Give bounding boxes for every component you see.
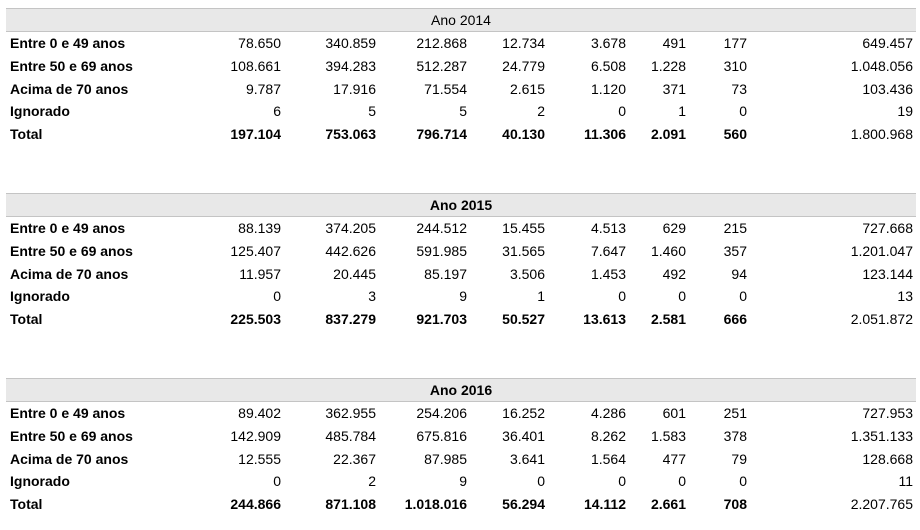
table-row bbox=[6, 285, 916, 308]
cell-value: 601 bbox=[662, 405, 686, 421]
cell-value: 1.228 bbox=[650, 57, 686, 74]
cell-value: 20.445 bbox=[333, 265, 376, 282]
cell-value: 251 bbox=[723, 405, 747, 421]
cell-value: 2.615 bbox=[509, 80, 545, 97]
cell-value: 0 bbox=[618, 473, 626, 490]
cell-value: 12.734 bbox=[502, 35, 545, 51]
cell-value: 3.641 bbox=[509, 450, 545, 467]
cell-value: 15.455 bbox=[502, 220, 545, 236]
section-title: Ano 2014 bbox=[6, 8, 916, 32]
row-label: Total bbox=[10, 311, 43, 328]
row-label: Acima de 70 anos bbox=[10, 80, 129, 97]
cell-value: 50.527 bbox=[502, 311, 545, 328]
cell-value: 31.565 bbox=[502, 242, 545, 259]
cell-value: 1 bbox=[678, 103, 686, 120]
row-label: Ignorado bbox=[10, 288, 70, 305]
cell-value: 0 bbox=[273, 473, 281, 490]
total-row bbox=[6, 123, 916, 146]
cell-value: 0 bbox=[273, 288, 281, 305]
cell-value: 8.262 bbox=[590, 427, 626, 444]
cell-value: 675.816 bbox=[416, 427, 467, 444]
cell-value: 244.512 bbox=[416, 220, 467, 236]
cell-value: 649.457 bbox=[862, 35, 913, 51]
section-1 bbox=[6, 8, 916, 146]
cell-value: 485.784 bbox=[325, 427, 376, 444]
cell-value: 128.668 bbox=[862, 450, 913, 467]
cell-value: 1.018.016 bbox=[404, 496, 467, 513]
cell-value: 2.661 bbox=[650, 496, 686, 513]
cell-value: 1.583 bbox=[650, 427, 686, 444]
cell-value: 14.112 bbox=[583, 496, 626, 513]
cell-value: 727.668 bbox=[862, 220, 913, 236]
table-row bbox=[6, 425, 916, 448]
cell-value: 512.287 bbox=[416, 57, 467, 74]
cell-value: 89.402 bbox=[238, 405, 281, 421]
table-row bbox=[6, 55, 916, 78]
row-label: Ignorado bbox=[10, 473, 70, 490]
cell-value: 3.678 bbox=[590, 35, 626, 51]
cell-value: 3.506 bbox=[509, 265, 545, 282]
row-label: Acima de 70 anos bbox=[10, 265, 129, 282]
cell-value: 492 bbox=[662, 265, 686, 282]
table-row bbox=[6, 32, 916, 55]
cell-value: 3 bbox=[368, 288, 376, 305]
table-row bbox=[6, 78, 916, 101]
cell-value: 4.513 bbox=[590, 220, 626, 236]
cell-value: 9.787 bbox=[245, 80, 281, 97]
cell-value: 24.779 bbox=[502, 57, 545, 74]
cell-value: 197.104 bbox=[230, 126, 281, 143]
row-label: Entre 0 e 49 anos bbox=[10, 405, 126, 421]
cell-value: 1.460 bbox=[650, 242, 686, 259]
cell-value: 666 bbox=[723, 311, 747, 328]
cell-value: 12.555 bbox=[238, 450, 281, 467]
cell-value: 254.206 bbox=[416, 405, 467, 421]
cell-value: 753.063 bbox=[325, 126, 376, 143]
cell-value: 1.120 bbox=[590, 80, 626, 97]
cell-value: 0 bbox=[537, 473, 545, 490]
cell-value: 103.436 bbox=[862, 80, 913, 97]
cell-value: 88.139 bbox=[238, 220, 281, 236]
cell-value: 2.051.872 bbox=[850, 311, 913, 328]
table-row bbox=[6, 402, 916, 425]
cell-value: 371 bbox=[662, 80, 686, 97]
table-row bbox=[6, 240, 916, 263]
cell-value: 1.564 bbox=[590, 450, 626, 467]
cell-value: 6 bbox=[273, 103, 281, 120]
row-label: Entre 50 e 69 anos bbox=[10, 427, 133, 444]
table-row bbox=[6, 448, 916, 471]
cell-value: 87.985 bbox=[424, 450, 467, 467]
cell-value: 0 bbox=[678, 473, 686, 490]
cell-value: 56.294 bbox=[502, 496, 545, 513]
cell-value: 123.144 bbox=[862, 265, 913, 282]
cell-value: 0 bbox=[739, 288, 747, 305]
row-label: Total bbox=[10, 496, 43, 513]
cell-value: 125.407 bbox=[230, 242, 281, 259]
cell-value: 5 bbox=[368, 103, 376, 120]
row-label: Entre 0 e 49 anos bbox=[10, 35, 126, 51]
cell-value: 796.714 bbox=[416, 126, 467, 143]
section-3 bbox=[6, 378, 916, 516]
cell-value: 727.953 bbox=[862, 405, 913, 421]
cell-value: 0 bbox=[739, 473, 747, 490]
row-label: Total bbox=[10, 126, 43, 143]
cell-value: 1.048.056 bbox=[850, 57, 913, 74]
cell-value: 22.367 bbox=[333, 450, 376, 467]
cell-value: 19 bbox=[897, 103, 913, 120]
table-row bbox=[6, 100, 916, 123]
cell-value: 2 bbox=[368, 473, 376, 490]
cell-value: 837.279 bbox=[325, 311, 376, 328]
cell-value: 0 bbox=[739, 103, 747, 120]
cell-value: 9 bbox=[459, 473, 467, 490]
cell-value: 310 bbox=[723, 57, 747, 74]
cell-value: 71.554 bbox=[424, 80, 467, 97]
cell-value: 477 bbox=[662, 450, 686, 467]
cell-value: 177 bbox=[723, 35, 747, 51]
cell-value: 357 bbox=[723, 242, 747, 259]
cell-value: 6.508 bbox=[590, 57, 626, 74]
cell-value: 1.800.968 bbox=[850, 126, 913, 143]
cell-value: 244.866 bbox=[230, 496, 281, 513]
cell-value: 871.108 bbox=[325, 496, 376, 513]
section-title: Ano 2016 bbox=[6, 378, 916, 402]
cell-value: 1.351.133 bbox=[850, 427, 913, 444]
cell-value: 215 bbox=[723, 220, 747, 236]
cell-value: 9 bbox=[459, 288, 467, 305]
cell-value: 0 bbox=[618, 288, 626, 305]
cell-value: 36.401 bbox=[502, 427, 545, 444]
table-row bbox=[6, 263, 916, 286]
cell-value: 5 bbox=[459, 103, 467, 120]
cell-value: 7.647 bbox=[590, 242, 626, 259]
cell-value: 11.306 bbox=[583, 126, 626, 143]
cell-value: 78.650 bbox=[238, 35, 281, 51]
cell-value: 13 bbox=[897, 288, 913, 305]
section-2 bbox=[6, 193, 916, 331]
table-row bbox=[6, 470, 916, 493]
cell-value: 442.626 bbox=[325, 242, 376, 259]
cell-value: 921.703 bbox=[416, 311, 467, 328]
cell-value: 40.130 bbox=[502, 126, 545, 143]
cell-value: 108.661 bbox=[230, 57, 281, 74]
cell-value: 11 bbox=[898, 473, 913, 490]
cell-value: 1.453 bbox=[590, 265, 626, 282]
cell-value: 708 bbox=[723, 496, 747, 513]
total-row bbox=[6, 493, 916, 516]
section-title: Ano 2015 bbox=[6, 193, 916, 217]
cell-value: 629 bbox=[662, 220, 686, 236]
cell-value: 0 bbox=[678, 288, 686, 305]
cell-value: 560 bbox=[723, 126, 747, 143]
row-label: Entre 50 e 69 anos bbox=[10, 242, 133, 259]
row-label: Acima de 70 anos bbox=[10, 450, 129, 467]
cell-value: 11.957 bbox=[239, 265, 281, 282]
cell-value: 2 bbox=[537, 103, 545, 120]
cell-value: 13.613 bbox=[583, 311, 626, 328]
cell-value: 591.985 bbox=[416, 242, 467, 259]
cell-value: 16.252 bbox=[502, 405, 545, 421]
cell-value: 79 bbox=[731, 450, 747, 467]
cell-value: 212.868 bbox=[416, 35, 467, 51]
cell-value: 1 bbox=[537, 288, 545, 305]
row-label: Entre 50 e 69 anos bbox=[10, 57, 133, 74]
cell-value: 491 bbox=[662, 35, 686, 51]
cell-value: 2.581 bbox=[650, 311, 686, 328]
cell-value: 394.283 bbox=[325, 57, 376, 74]
cell-value: 362.955 bbox=[325, 405, 376, 421]
cell-value: 4.286 bbox=[590, 405, 626, 421]
cell-value: 142.909 bbox=[230, 427, 281, 444]
cell-value: 225.503 bbox=[230, 311, 281, 328]
cell-value: 2.091 bbox=[650, 126, 686, 143]
cell-value: 0 bbox=[618, 103, 626, 120]
cell-value: 85.197 bbox=[424, 265, 467, 282]
cell-value: 374.205 bbox=[325, 220, 376, 236]
cell-value: 2.207.765 bbox=[850, 496, 913, 513]
cell-value: 340.859 bbox=[325, 35, 376, 51]
cell-value: 94 bbox=[731, 265, 747, 282]
cell-value: 1.201.047 bbox=[850, 242, 913, 259]
row-label: Entre 0 e 49 anos bbox=[10, 220, 126, 236]
cell-value: 73 bbox=[731, 80, 747, 97]
total-row bbox=[6, 308, 916, 331]
cell-value: 17.916 bbox=[333, 80, 376, 97]
table-row bbox=[6, 217, 916, 240]
cell-value: 378 bbox=[723, 427, 747, 444]
row-label: Ignorado bbox=[10, 103, 70, 120]
